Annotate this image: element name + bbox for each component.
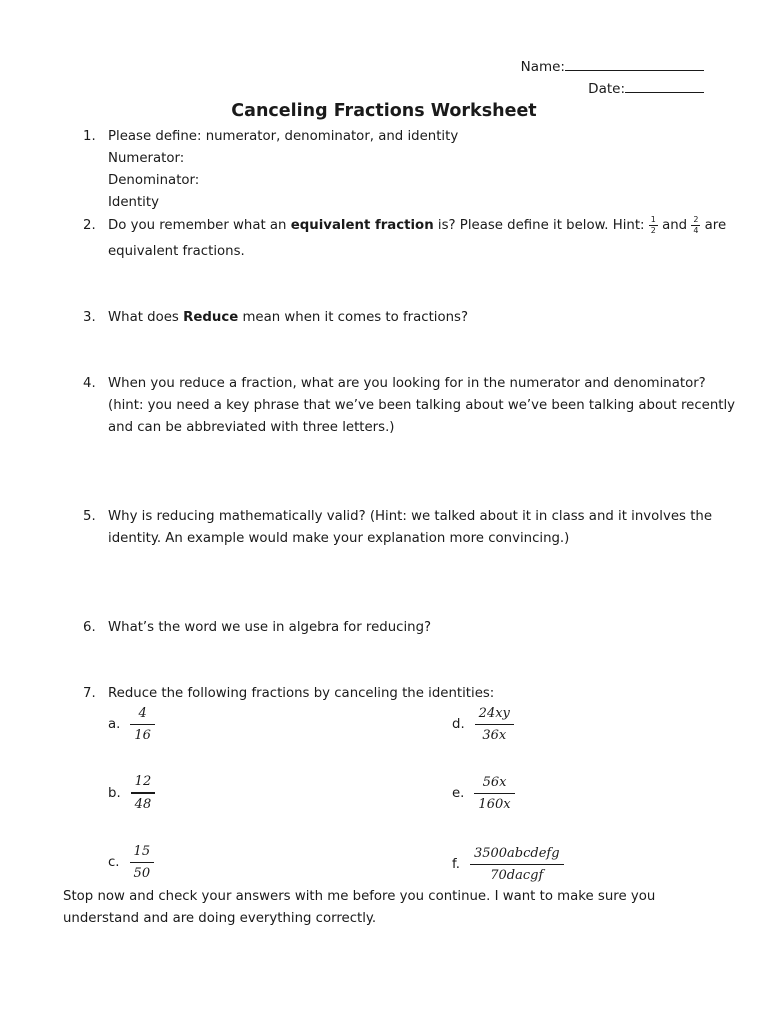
problem-fraction [131,773,156,813]
problem-label: b. [108,785,121,801]
problem-label: e. [452,786,465,801]
problem-c [108,843,154,882]
fraction-numerator: 1 [650,214,656,224]
question-number: 1. [83,129,96,144]
question-number: 4. [83,376,96,391]
q2-post: is? Please define it below. Hint: [433,218,649,233]
q3-bold-term: Reduce [183,310,239,325]
fraction-numerator: 4 [138,706,147,721]
q1-identity-line: Identity [108,195,159,210]
q4-line-3: and can be abbreviated with three letters.) [108,420,395,435]
fraction-numerator: 24xy [478,706,510,721]
q5-line-2: identity. An example would make your explanation more convincing.) [108,531,570,546]
problem-f [452,845,564,884]
problem-label: f. [452,857,460,872]
problem-label: a. [108,717,121,732]
question-6 [83,617,431,639]
date-label: Date: [588,81,625,97]
fraction-denominator: 70dacgf [490,868,544,883]
fraction-denominator: 2 [650,225,656,235]
q1-numerator-line: Numerator: [108,151,185,166]
hint-fraction-1 [649,216,658,235]
fraction-denominator: 4 [693,225,699,235]
problem-fraction [475,705,514,744]
question-number: 7. [83,686,96,701]
q7-text: Reduce the following fractions by canceling the identities: [108,686,495,701]
footer-line-2: understand and are doing everything correctly. [63,911,377,926]
problem-d [452,705,514,744]
q2-tail: are [700,218,727,233]
problem-b [108,773,155,813]
problem-fraction [470,845,564,884]
q5-line-1: Why is reducing mathematically valid? (Hint: we talked about it in class and it involves the [108,509,713,524]
question-4 [83,373,706,395]
question-2 [83,215,726,237]
q2-pre: Do you remember what an [108,218,291,233]
date-blank[interactable] [625,79,704,93]
q1-denominator-line: Denominator: [108,173,200,188]
problem-a [108,705,155,744]
question-5 [83,506,712,528]
fraction-numerator: 15 [133,844,151,859]
date-field [588,79,704,97]
question-1 [83,126,458,148]
problem-label: d. [452,717,465,732]
problem-label: c. [108,855,120,870]
fraction-numerator: 3500abcdefg [473,846,560,861]
name-blank[interactable] [565,57,704,71]
q4-line-1: When you reduce a fraction, what are you looking for in the numerator and denominator? [108,376,706,391]
q3-post: mean when it comes to fractions? [238,310,469,325]
fraction-denominator: 48 [134,797,152,812]
q2-line-2: equivalent fractions. [108,244,245,259]
fraction-numerator: 12 [134,774,152,789]
fraction-numerator: 2 [693,214,699,224]
question-number: 5. [83,509,96,524]
name-label: Name: [520,59,565,75]
q4-line-2: (hint: you need a key phrase that we’ve been talking about we’ve been talking about recently [108,398,736,413]
q2-bold-term: equivalent fraction [290,218,434,233]
question-text: Please define: numerator, denominator, and identity [108,129,459,144]
fraction-denominator: 16 [134,728,151,743]
footer-line-1: Stop now and check your answers with me before you continue. I want to make sure you [63,889,656,904]
q3-pre: What does [108,310,184,325]
fraction-denominator: 160x [478,797,511,812]
question-3 [83,307,468,329]
name-field [521,57,704,75]
fraction-denominator: 50 [133,866,151,881]
question-7 [83,683,494,705]
question-number: 3. [83,310,96,325]
page-title: Canceling Fractions Worksheet [231,101,537,121]
fraction-denominator: 36x [482,728,507,743]
question-number: 6. [83,620,96,635]
fraction-numerator: 56x [482,775,507,790]
problem-fraction [474,774,514,813]
question-number: 2. [83,218,96,233]
q2-and: and [657,218,692,233]
problem-fraction [130,705,155,744]
q6-text: What’s the word we use in algebra for reducing? [108,620,432,635]
problem-e [452,774,515,813]
problem-fraction [130,843,155,882]
